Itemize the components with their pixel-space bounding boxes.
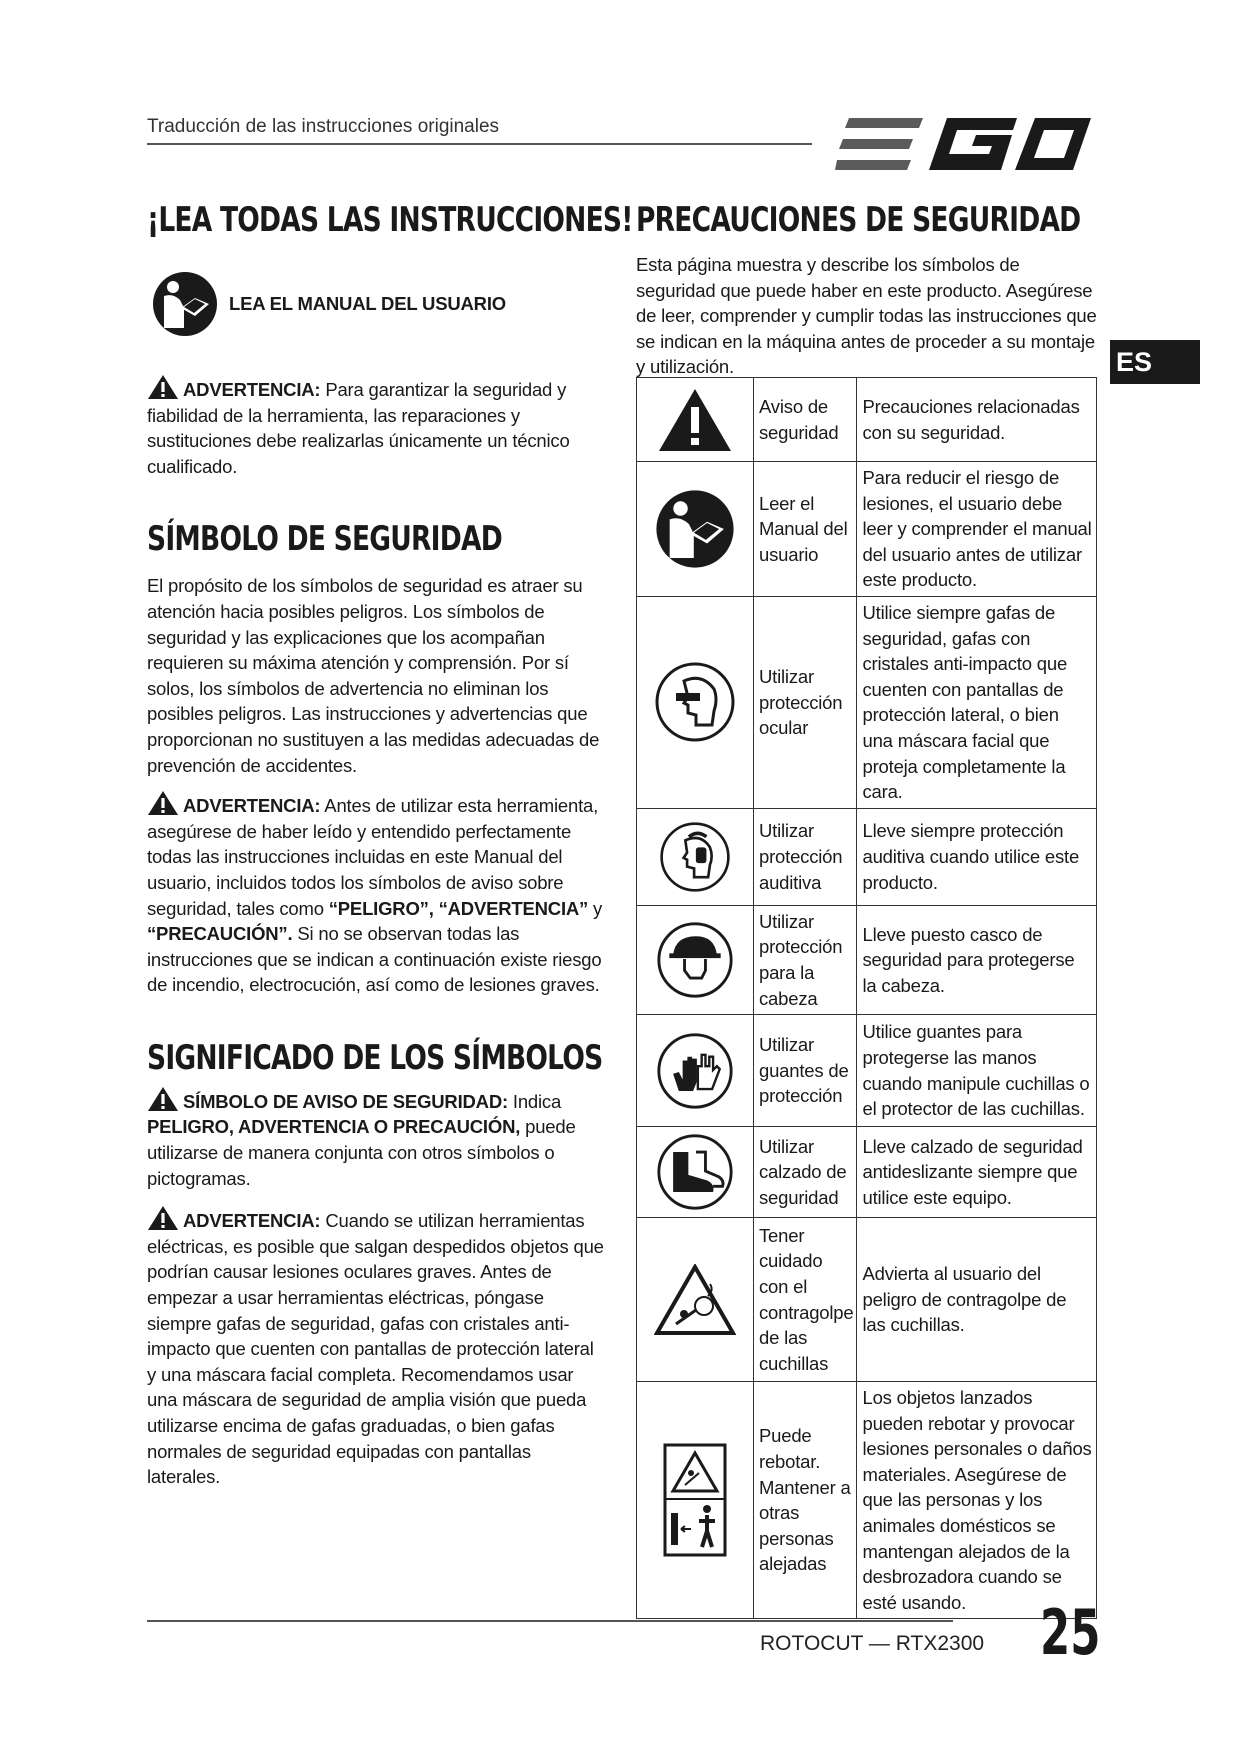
warning-triangle-icon: [657, 387, 733, 453]
safety-alert-paragraph: [147, 1086, 607, 1191]
alert-text: Indica: [507, 1090, 562, 1112]
symbol-name: Aviso de seguridad: [754, 378, 857, 462]
icon-cell: [637, 1015, 754, 1127]
symbol-name: Utilizar protección para la cabeza: [754, 905, 857, 1014]
precautions-paragraph: Esta página muestra y describe los símbolos de seguridad que puede haber en este producto. Asegúrese de leer, comprender y cumplir todas las instrucciones que se indican en la máquina antes de proceder a su montaje y utilización.: [636, 254, 1097, 378]
table-row: [637, 905, 1097, 1014]
ego-logo: [835, 112, 1095, 176]
right-column: [636, 196, 1098, 380]
warning-label: ADVERTENCIA:: [183, 795, 321, 817]
read-manual-icon: [151, 270, 219, 338]
symbol-name: Utilizar guantes de protección: [754, 1015, 857, 1127]
warning-read-manual-paragraph: [147, 790, 607, 998]
eye-protection-icon: [654, 661, 736, 743]
warning-triangle-icon: [147, 374, 179, 400]
symbol-description: Lleve calzado de seguridad antideslizante siempre que utilice este equipo.: [857, 1127, 1097, 1218]
safety-symbol-paragraph: El propósito de los símbolos de seguridad es atraer su atención hacia posibles peligros. Los símbolos de seguridad y las explicaciones que los acompañan requieren su máxima atención y comprensión. Por sí solos, los símbolos de advertencia no eliminan los posibles peligros. Las instrucciones y advertencias que proporcionan no sustituyen a las medidas adecuadas de prevención de accidentes.: [147, 575, 600, 776]
warning-text: Si no se observan todas las instrucciones que se indican a continuación existe riesgo de incendio, electrocución, así como de lesiones graves.: [147, 923, 602, 996]
ear-protection-icon: [659, 821, 731, 893]
language-tab: ES: [1110, 340, 1200, 384]
symbol-name: Utilizar calzado de seguridad: [754, 1127, 857, 1218]
symbol-description: Lleve siempre protección auditiva cuando utilice este producto.: [857, 808, 1097, 905]
symbol-name: Utilizar protección auditiva: [754, 808, 857, 905]
read-manual-label: LEA EL MANUAL DEL USUARIO: [229, 293, 506, 314]
symbol-name: Tener cuidado con el contragolpe de las cuchillas: [754, 1218, 857, 1382]
symbol-name: Utilizar protección ocular: [754, 596, 857, 808]
warning-bold-terms: “PELIGRO”, “ADVERTENCIA”: [328, 897, 589, 919]
symbol-description: Utilice guantes para protegerse las manos cuando manipule cuchillas o el protector de las cuchillas.: [857, 1015, 1097, 1127]
warning-label: ADVERTENCIA:: [183, 1210, 321, 1232]
alert-label: SÍMBOLO DE AVISO DE SEGURIDAD:: [183, 1090, 508, 1112]
symbol-description: Advierta al usuario del peligro de contragolpe de las cuchillas.: [857, 1218, 1097, 1382]
symbol-description: Lleve puesto casco de seguridad para protegerse la cabeza.: [857, 905, 1097, 1014]
page-number: 25: [1040, 1596, 1101, 1669]
icon-cell: [637, 905, 754, 1014]
head-protection-icon: [656, 921, 734, 999]
warning-text: Cuando se utilizan herramientas eléctricas, es posible que salgan despedidos objetos que podrían causar lesiones oculares graves. Antes de empezar a usar herramientas eléctricas, póngase siempre gafas de seguridad, gafas con cristales anti-impacto que cuenten con pantallas de protección lateral y una máscara facial completa. Recomendamos usar una máscara de seguridad de amplia visión que pueda utilizarse encima de gafas graduadas, o bien gafas normales de seguridad equipadas con pantallas laterales.: [147, 1210, 604, 1488]
warning-text: Para garantizar la seguridad y fiabilidad de la herramienta, las reparaciones y sustituciones debe realizarlas únicamente un técnico cualificado.: [147, 379, 570, 477]
warning-triangle-icon: [147, 790, 179, 816]
table-row: [637, 1218, 1097, 1382]
thrown-objects-icon: [663, 1443, 727, 1557]
alert-text: puede utilizarse de manera conjunta con otros símbolos o pictogramas.: [147, 1116, 576, 1189]
table-row: [637, 808, 1097, 905]
left-column: [147, 196, 633, 1490]
symbols-meaning-heading: SIGNIFICADO DE LOS SÍMBOLOS: [147, 1037, 603, 1078]
alert-bold-terms: PELIGRO, ADVERTENCIA O PRECAUCIÓN,: [147, 1116, 521, 1138]
document-subtitle: Traducción de las instrucciones originales: [147, 116, 500, 137]
read-manual-callout: [147, 270, 607, 338]
gloves-icon: [656, 1032, 734, 1110]
table-row: [637, 462, 1097, 597]
warning-repairs-paragraph: [147, 374, 607, 479]
header-rule: [147, 143, 812, 145]
symbol-name: Puede rebotar. Mantener a otras personas alejadas: [754, 1382, 857, 1619]
table-row: [637, 1015, 1097, 1127]
symbol-description: Utilice siempre gafas de seguridad, gafas con cristales anti-impacto que cuenten con pantallas de protección lateral, o bien una máscara facial que proteja completamente la cara.: [857, 596, 1097, 808]
warning-triangle-icon: [147, 1086, 179, 1112]
warning-bold-terms: “PRECAUCIÓN”.: [147, 923, 293, 945]
table-row: [637, 378, 1097, 462]
safety-symbols-table: [636, 377, 1097, 1619]
blade-kickback-icon: [654, 1264, 736, 1336]
symbol-description: Para reducir el riesgo de lesiones, el usuario debe leer y comprender el manual del usuario antes de utilizar este producto.: [857, 462, 1097, 597]
icon-cell: [637, 462, 754, 597]
symbol-description: Los objetos lanzados pueden rebotar y provocar lesiones personales o daños materiales. Asegúrese de que las personas y los animales domésticos se mantengan alejados de la desbrozadora cuando se esté usando.: [857, 1382, 1097, 1619]
warning-text: Antes de utilizar esta herramienta, asegúrese de haber leído y entendido perfectamente todas las instrucciones incluidas en este Manual del usuario, incluidos todos los símbolos de aviso sobre seguridad, tales como: [147, 795, 599, 919]
warning-triangle-icon: [147, 1205, 179, 1231]
table-row: [637, 596, 1097, 808]
icon-cell: [637, 808, 754, 905]
table-row: [637, 1382, 1097, 1619]
precautions-heading: PRECAUCIONES DE SEGURIDAD: [636, 200, 1081, 240]
table-row: [637, 1127, 1097, 1218]
safety-symbol-heading: SÍMBOLO DE SEGURIDAD: [147, 519, 502, 560]
symbol-name: Leer el Manual del usuario: [754, 462, 857, 597]
read-all-heading: ¡LEA TODAS LAS INSTRUCCIONES!: [147, 200, 633, 240]
product-model: ROTOCUT — RTX2300: [760, 1632, 985, 1655]
icon-cell: [637, 1382, 754, 1619]
safety-boots-icon: [656, 1133, 734, 1211]
read-manual-icon: [654, 488, 736, 570]
icon-cell: [637, 1127, 754, 1218]
footer-rule: [147, 1620, 953, 1622]
warning-label: ADVERTENCIA:: [183, 379, 321, 400]
warning-text: y: [588, 897, 603, 919]
icon-cell: [637, 378, 754, 462]
symbol-description: Precauciones relacionadas con su seguridad.: [857, 378, 1097, 462]
icon-cell: [637, 1218, 754, 1382]
warning-eye-protection-paragraph: [147, 1205, 607, 1490]
icon-cell: [637, 596, 754, 808]
